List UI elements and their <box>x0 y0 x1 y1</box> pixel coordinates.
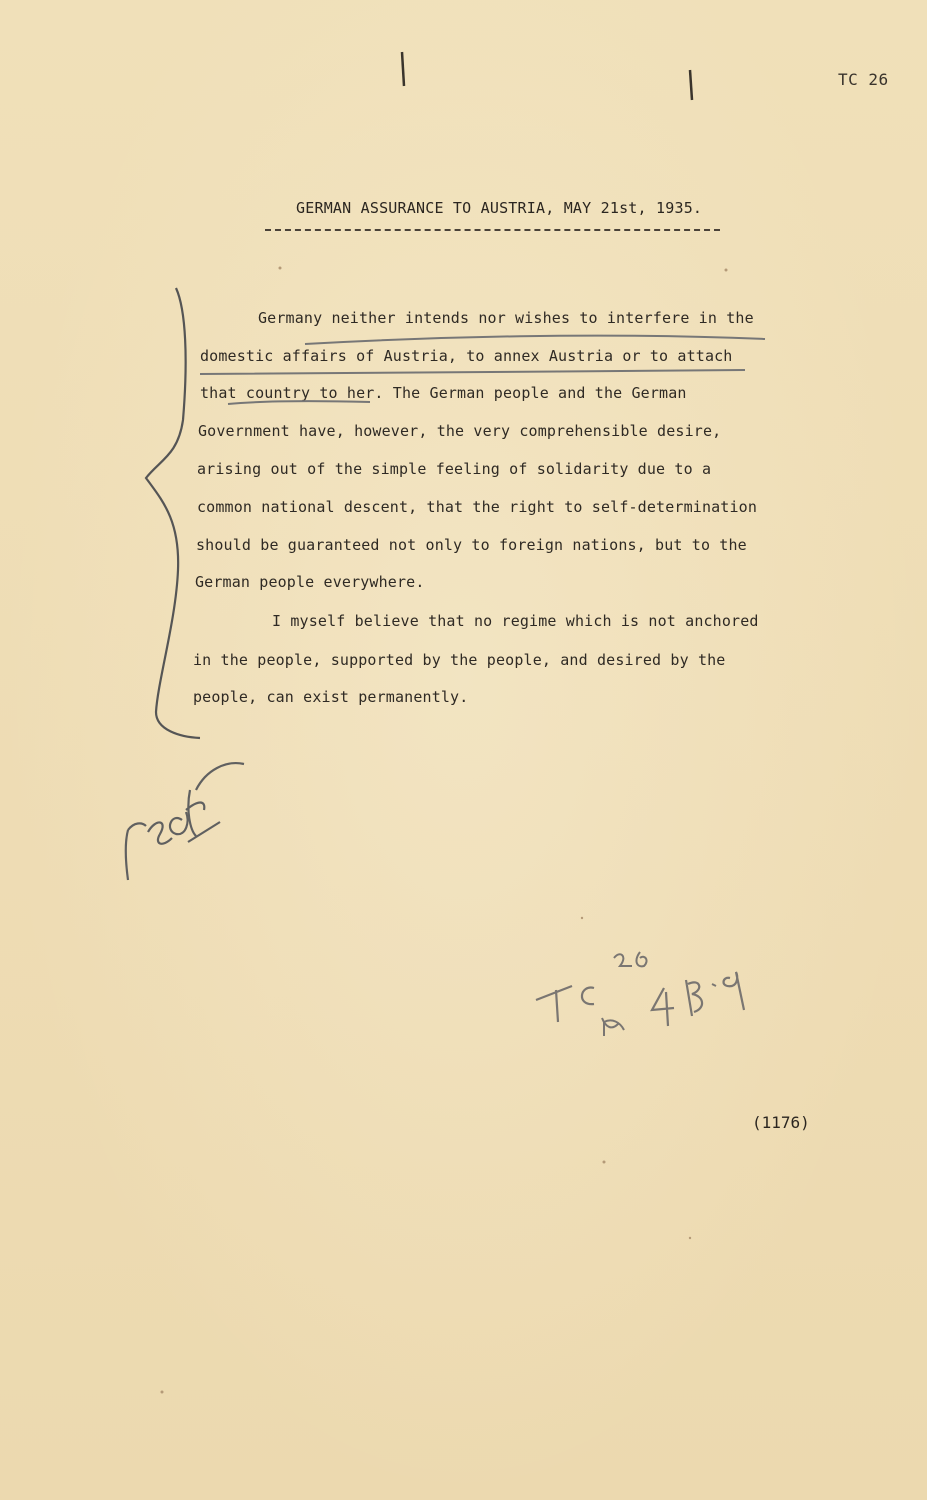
margin-note-read <box>126 763 244 880</box>
document-title: GERMAN ASSURANCE TO AUSTRIA, MAY 21st, 1935. <box>296 199 703 217</box>
paragraph2-line: in the people, supported by the people, and desired by the <box>193 651 726 669</box>
paragraph1-line: that country to her. The German people and the German <box>200 384 687 402</box>
top-mark-right <box>690 70 692 100</box>
paragraph2-line: I myself believe that no regime which is not anchored <box>272 612 759 630</box>
paragraph1-line: German people everywhere. <box>195 573 425 591</box>
paragraph1-line: common national descent, that the right to self-determination <box>197 498 758 516</box>
page-number: (1176) <box>752 1113 810 1132</box>
pencil-underline <box>228 401 370 404</box>
document-reference: TC 26 <box>838 70 889 89</box>
margin-bracket <box>146 288 200 738</box>
paragraph1-line: should be guaranteed not only to foreign nations, but to the <box>196 536 747 554</box>
paragraph1-line: Government have, however, the very comprehensible desire, <box>198 422 722 440</box>
pencil-underline <box>200 370 745 374</box>
paragraph1-line: arising out of the simple feeling of solidarity due to a <box>197 460 712 478</box>
paragraph1-line: domestic affairs of Austria, to annex Austria or to attach <box>200 347 733 365</box>
top-mark-left <box>402 52 404 86</box>
pencil-underline <box>305 336 765 344</box>
paragraph1-line: Germany neither intends nor wishes to interfere in the <box>258 309 754 327</box>
handwritten-reference <box>536 952 744 1036</box>
paragraph2-line: people, can exist permanently. <box>193 688 469 706</box>
